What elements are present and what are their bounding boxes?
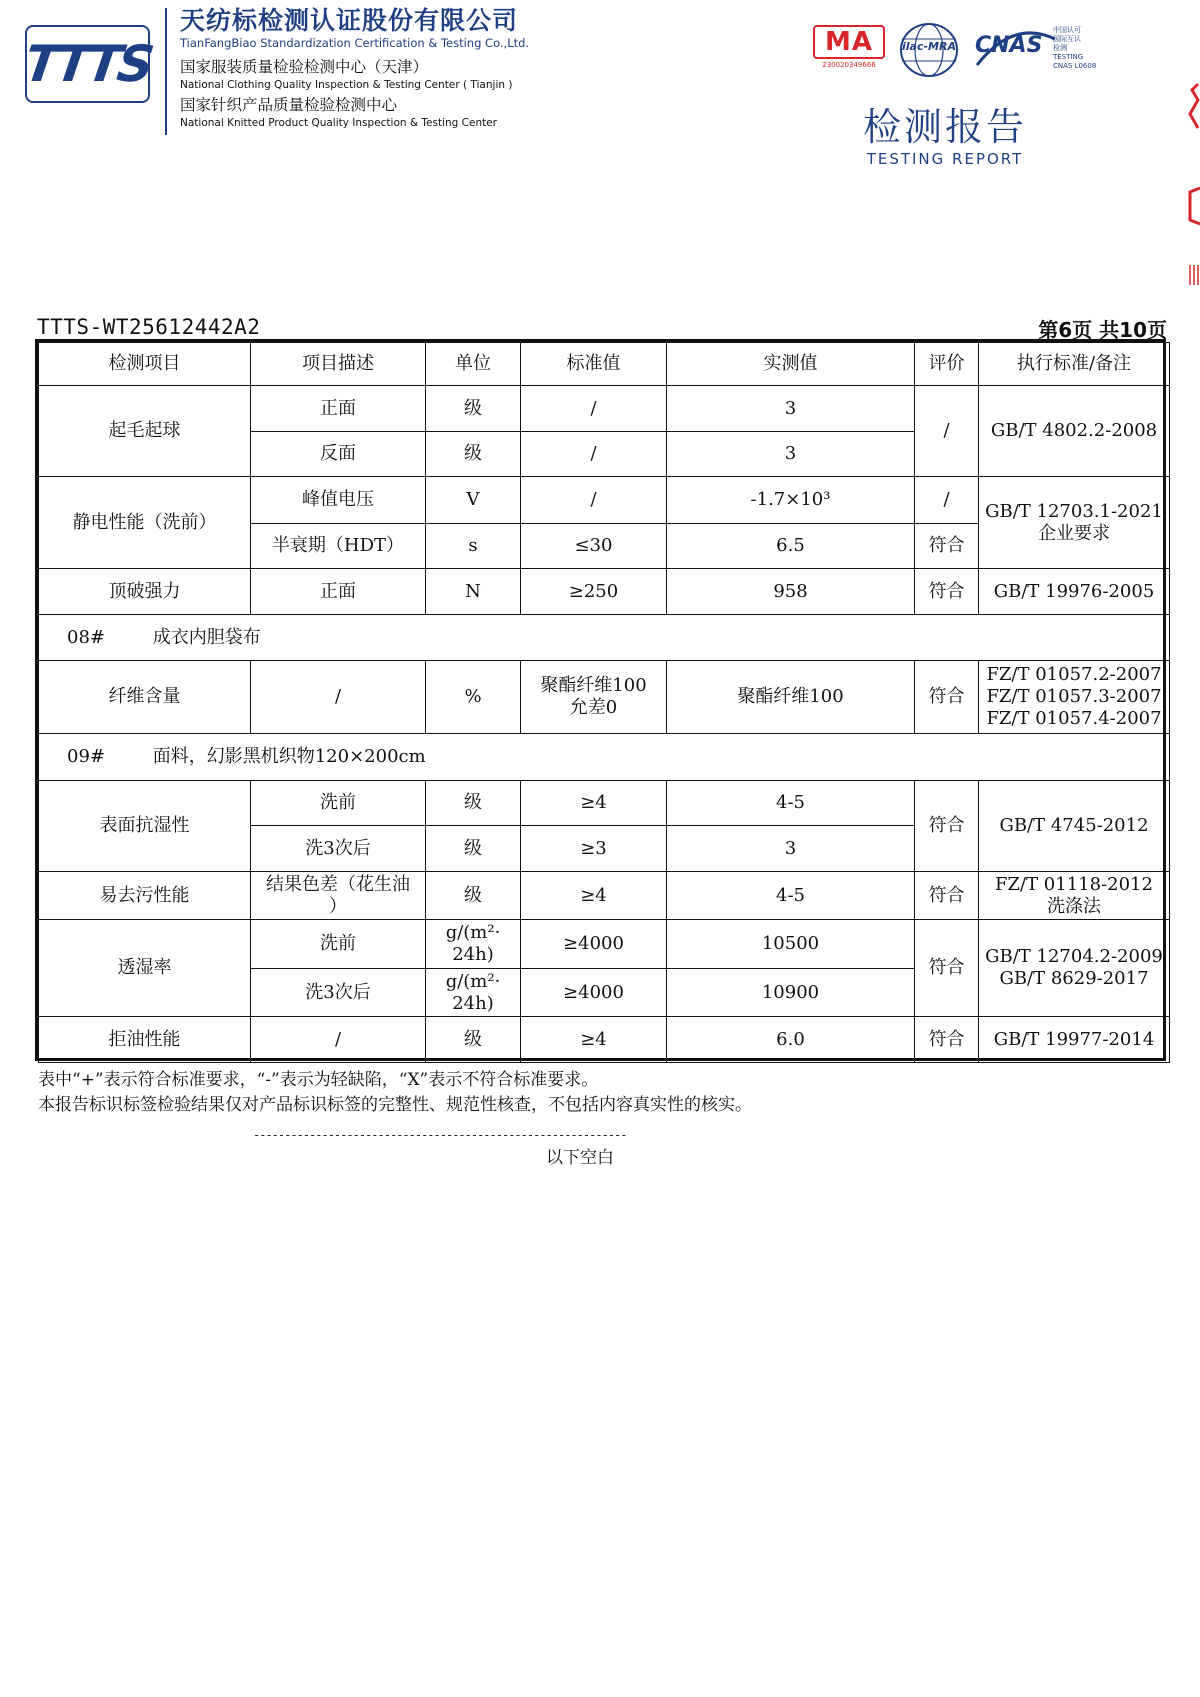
blank-below-text: 以下空白: [546, 1148, 614, 1168]
table-row: [39, 386, 1170, 432]
standard-line: GB/T 8629-2017: [999, 968, 1149, 989]
eval-cell: 符合: [915, 872, 979, 920]
company-name-en: TianFangBiao Standardization Certification & Testing Co.,Ltd.: [180, 36, 530, 50]
std-cell: ≥4: [521, 781, 667, 826]
value-cell: 6.5: [667, 524, 915, 569]
standard-line: FZ/T 01057.4-2007: [986, 708, 1162, 729]
unit-cell: s: [426, 524, 521, 569]
value-cell: 3: [667, 432, 915, 477]
standard-cell: GB/T 4802.2-2008: [979, 386, 1170, 477]
col-header: 项目描述: [251, 343, 426, 386]
unit-cell: 级: [426, 872, 521, 920]
seal-fragment-icon: [1178, 80, 1200, 320]
section-number: 09#: [67, 746, 105, 767]
std-line: 聚酯纤维100: [540, 675, 647, 696]
eval-cell: 符合: [915, 569, 979, 615]
unit-cell: [426, 969, 521, 1017]
std-cell: ≥4: [521, 1017, 667, 1063]
value-cell: 6.0: [667, 1017, 915, 1063]
item-cell: 拒油性能: [39, 1017, 251, 1063]
col-header: 单位: [426, 343, 521, 386]
value-cell: -1.7×10³: [667, 477, 915, 524]
item-cell: 易去污性能: [39, 872, 251, 920]
section-row: [39, 734, 1170, 781]
eval-cell: 符合: [915, 781, 979, 872]
eval-cell: /: [915, 477, 979, 524]
note-line: 本报告标识标签检验结果仅对产品标识标签的完整性、规范性核查，不包括内容真实性的核实。: [38, 1095, 752, 1115]
standard-line: FZ/T 01057.2-2007: [986, 664, 1162, 685]
value-cell: 3: [667, 386, 915, 432]
section-cell: [39, 615, 1170, 661]
report-title-en: TESTING REPORT: [866, 150, 1024, 168]
value-cell: 10900: [667, 969, 915, 1017]
desc-cell: [251, 872, 426, 920]
report-title-cn: 检测报告: [862, 105, 1027, 149]
cma-badge: [813, 25, 885, 69]
standard-line: 企业要求: [1038, 522, 1110, 544]
standard-cell: GB/T 19977-2014: [979, 1017, 1170, 1063]
unit-cell: 级: [426, 781, 521, 826]
unit-cell: 级: [426, 432, 521, 477]
cma-text: MA: [813, 25, 885, 59]
value-cell: 4-5: [667, 872, 915, 920]
std-cell: /: [521, 386, 667, 432]
standard-line: FZ/T 01118-2012: [995, 873, 1153, 895]
cnas-info-line: 国际互认: [1053, 35, 1081, 43]
value-cell: 聚酯纤维100: [667, 661, 915, 734]
section-cell: [39, 734, 1170, 781]
table-header-row: [39, 343, 1170, 386]
ilac-text: ilac-MRA: [902, 40, 956, 53]
note-line: 表中“+”表示符合标准要求，“-”表示为轻缺陷，“X”表示不符合标准要求。: [38, 1070, 599, 1090]
std-cell: ≥250: [521, 569, 667, 615]
desc-cell: 洗前: [251, 781, 426, 826]
item-cell: 起毛起球: [39, 386, 251, 477]
logo-text: TTTS: [21, 35, 154, 93]
table-row: [39, 477, 1170, 524]
accreditation-badges: [813, 22, 1113, 82]
unit-line: 24h): [452, 992, 494, 1014]
standard-line: GB/T 12703.1-2021: [985, 500, 1163, 522]
table-row: [39, 920, 1170, 969]
std-cell: /: [521, 477, 667, 524]
item-cell: 表面抗湿性: [39, 781, 251, 872]
standard-line: FZ/T 01057.3-2007: [986, 686, 1162, 707]
results-table: [35, 339, 1166, 1061]
value-cell: 3: [667, 826, 915, 872]
col-header: 执行标准/备注: [979, 343, 1170, 386]
center2-name-cn: 国家针织产品质量检验检测中心: [180, 96, 398, 114]
desc-cell: /: [251, 1017, 426, 1063]
col-header: 实测值: [667, 343, 915, 386]
section-name: 成衣内胆袋布: [152, 626, 261, 648]
desc-cell: 反面: [251, 432, 426, 477]
desc-cell: 洗3次后: [251, 969, 426, 1017]
section-name: 面料，幻影黑机织物120×200cm: [152, 746, 426, 767]
unit-line: 24h): [452, 944, 494, 965]
cnas-badge: [973, 25, 1058, 75]
company-info: [180, 6, 529, 131]
unit-cell: N: [426, 569, 521, 615]
standard-cell: [979, 661, 1170, 734]
std-cell: ≤30: [521, 524, 667, 569]
standard-cell: GB/T 19976-2005: [979, 569, 1170, 615]
item-cell: 纤维含量: [39, 661, 251, 734]
company-logo: [21, 25, 154, 103]
table-row: [39, 872, 1170, 920]
unit-cell: [426, 920, 521, 969]
center1-name-en: National Clothing Quality Inspection & Testing Center ( Tianjin ): [180, 79, 513, 91]
unit-cell: 级: [426, 826, 521, 872]
notes: [38, 1068, 752, 1118]
desc-cell: 洗3次后: [251, 826, 426, 872]
col-header: 评价: [915, 343, 979, 386]
desc-line: ）: [329, 895, 347, 917]
company-name-cn: 天纺标检测认证股份有限公司: [180, 6, 519, 35]
eval-cell: 符合: [915, 661, 979, 734]
standard-line: GB/T 12704.2-2009: [985, 946, 1163, 967]
table-row: [39, 569, 1170, 615]
col-header: 标准值: [521, 343, 667, 386]
table-row: [39, 1017, 1170, 1063]
item-cell: 顶破强力: [39, 569, 251, 615]
std-cell: [521, 661, 667, 734]
desc-cell: 洗前: [251, 920, 426, 969]
standard-line: 洗涤法: [1047, 895, 1101, 917]
section-row: [39, 615, 1170, 661]
unit-line: g/(m²·: [445, 970, 501, 992]
value-cell: 958: [667, 569, 915, 615]
col-header: 检测项目: [39, 343, 251, 386]
eval-cell: 符合: [915, 1017, 979, 1063]
center2-name-en: National Knitted Product Quality Inspection & Testing Center: [180, 117, 497, 129]
table-row: [39, 781, 1170, 826]
cnas-info-line: CNAS L0608: [1053, 62, 1097, 70]
std-cell: ≥4000: [521, 969, 667, 1017]
item-cell: 静电性能（洗前）: [39, 477, 251, 569]
value-cell: 4-5: [667, 781, 915, 826]
std-cell: ≥4000: [521, 920, 667, 969]
report-number: TTTS-WT25612442A2: [37, 315, 261, 339]
standard-cell: [979, 477, 1170, 569]
std-cell: /: [521, 432, 667, 477]
desc-cell: 半衰期（HDT）: [251, 524, 426, 569]
desc-cell: /: [251, 661, 426, 734]
unit-cell: 级: [426, 386, 521, 432]
cma-number: 230020349666: [822, 61, 876, 69]
end-divider: ------------------------------------------------------------: [253, 1128, 627, 1142]
desc-line: 结果色差（花生油: [266, 873, 410, 895]
section-number: 08#: [67, 626, 105, 648]
unit-cell: 级: [426, 1017, 521, 1063]
eval-cell: /: [915, 386, 979, 477]
table-row: [39, 661, 1170, 734]
cnas-info-line: TESTING: [1053, 53, 1084, 61]
center1-name-cn: 国家服装质量检验检测中心（天津）: [180, 58, 429, 76]
eval-cell: 符合: [915, 920, 979, 1017]
cnas-text: CNAS: [975, 33, 1043, 58]
ilac-mra-badge: [898, 22, 960, 78]
desc-cell: 正面: [251, 386, 426, 432]
std-cell: ≥4: [521, 872, 667, 920]
desc-cell: 峰值电压: [251, 477, 426, 524]
standard-cell: [979, 872, 1170, 920]
value-cell: 10500: [667, 920, 915, 969]
desc-cell: 正面: [251, 569, 426, 615]
header-divider: [165, 8, 167, 135]
standard-cell: GB/T 4745-2012: [979, 781, 1170, 872]
item-cell: 透湿率: [39, 920, 251, 1017]
cnas-info-line: 中国认可: [1053, 26, 1081, 34]
standard-cell: [979, 920, 1170, 1017]
page-number: 第6页 共10页: [1038, 318, 1167, 342]
std-cell: ≥3: [521, 826, 667, 872]
unit-cell: V: [426, 477, 521, 524]
cnas-info: [1053, 26, 1096, 71]
std-line: 允差0: [569, 697, 618, 718]
report-title: [855, 105, 1035, 169]
eval-cell: 符合: [915, 524, 979, 569]
unit-line: g/(m²·: [445, 922, 501, 943]
unit-cell: %: [426, 661, 521, 734]
cnas-info-line: 检测: [1053, 44, 1067, 52]
